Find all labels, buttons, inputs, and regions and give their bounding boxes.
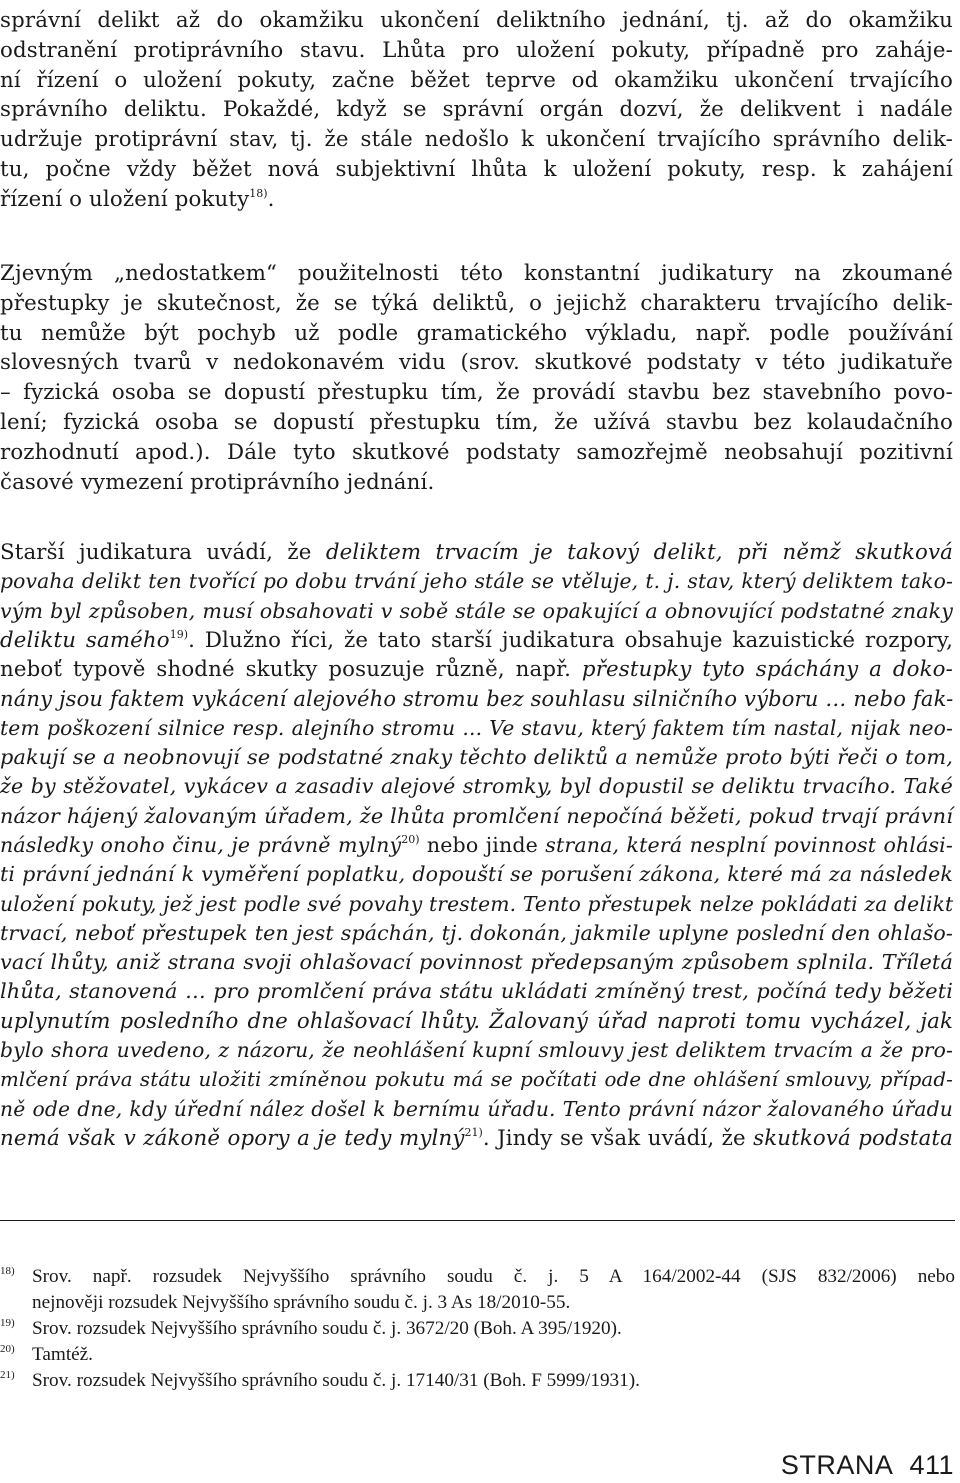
text-line: časové vymezení protiprávního jednání. — [0, 469, 435, 495]
text-line: slovesných tvarů v nedokonavém vidu (srov. skutkové podstaty v této judikatuře — [0, 350, 953, 376]
footnote-18-cont — [0, 1290, 955, 1316]
text-line: vací lhůty, aniž strana svoji ohlašovací povinnost předepsaným způsobem splnila. Tříletá — [0, 950, 953, 975]
text-line: neboť typově shodné skutky posuzuje různě, např. přestupky tyto spáchány a doko- — [0, 657, 953, 683]
text-line: povaha delikt ten tvořící po dobu trvání jeho stále se vtěluje, t. j. stav, který deliktem tako- — [0, 569, 953, 594]
footnote-number: 20) — [0, 1343, 15, 1355]
footnote-divider — [0, 1220, 955, 1221]
text-line: následky onoho činu, je právně mylný$^{20)}$ nebo jinde strana, která nesplní povinnost ohlási- — [0, 832, 953, 857]
text-line: udržuje protiprávní stav, tj. že stále nedošlo k ukončení trvajícího správního delik- — [0, 127, 953, 153]
text-line: správního deliktu. Pokaždé, když se správní orgán dozví, že delikvent i nadále — [0, 97, 953, 123]
text-line: tem poškození silnice resp. alejního stromu ... Ve stavu, který faktem tím nastal, nijak neo- — [0, 715, 953, 740]
footnote-text: Tamtéž. — [32, 1344, 93, 1365]
text-line: nemá však v zákoně opory a je tedy mylný$^{21)}$. Jindy se však uvádí, že skutková podstata — [0, 1125, 953, 1151]
footnote-18 — [0, 1264, 955, 1290]
text-line: lhůta, stanovená … pro promlčení práva státu ukládati zmíněný trest, počíná tedy běžeti — [0, 979, 953, 1004]
footnote-21 — [0, 1368, 955, 1394]
text-line: tu nemůže být pochyb už podle gramatického výkladu, např. podle používání — [0, 320, 953, 346]
text-line: bylo shora uvedeno, z názoru, že neohlášení kupní smlouvy jest deliktem trvacím a že pro- — [0, 1038, 953, 1063]
text-line: Starší judikatura uvádí, že deliktem trvacím je takový delikt, při němž skutková — [0, 540, 953, 565]
page-footer — [781, 1450, 954, 1481]
text-line: ní řízení o uložení pokuty, začne běžet teprve od okamžiku ukončení trvajícího — [0, 67, 953, 93]
footnote-ref: 18) — [249, 186, 268, 200]
footnote-text: nejnověji rozsudek Nejvyššího správního soudu č. j. 3 As 18/2010-55. — [32, 1292, 571, 1313]
footer-label: STRANA — [780, 1450, 894, 1480]
footnote-text: Srov. rozsudek Nejvyššího správního soudu č. j. 3672/20 (Boh. A 395/1920). — [32, 1318, 622, 1339]
text-line: trvací, neboť přestupek ten jest spáchán, tj. dokonán, jakmile uplyne poslední den ohlašo- — [0, 920, 953, 945]
footnote-number: 19) — [0, 1317, 15, 1329]
footnote-number: 21) — [0, 1369, 15, 1381]
text-line: názor hájený žalovaným úřadem, že lhůta promlčení nepočíná běžeti, pokud trvají právní — [0, 803, 953, 828]
text-line: uplynutím posledního dne ohlašovací lhůty. Žalovaný úřad naproti tomu vycházel, jak — [0, 1008, 953, 1034]
text-line: odstranění protiprávního stavu. Lhůta pro uložení pokuty, případně pro zaháje- — [0, 37, 953, 63]
text-line: že by stěžovatel, vykácev a zasadiv alejové stromky, byl dopustil se deliktu trvacího. Také — [0, 774, 953, 799]
footnote-ref: 20) — [401, 832, 420, 846]
text-line: přestupky je skutečnost, že se týká deliktů, o jejichž charakteru trvajícího delik- — [0, 290, 953, 316]
text-line: deliktu samého$^{19)}$. Dlužno říci, že tato starší judikatura obsahuje kazuistické rozpory, — [0, 627, 953, 653]
text-line: vým byl způsoben, musí obsahovati v sobě stále se opakující a obnovující podstatné znaky — [0, 598, 953, 623]
text-line: tu, počne vždy běžet nová subjektivní lhůta k uložení pokuty, resp. k zahájení — [0, 156, 953, 182]
footnote-20 — [0, 1342, 955, 1368]
page-number: 411 — [909, 1450, 954, 1480]
footnote-ref: 21) — [464, 1125, 483, 1139]
text-line: lení; fyzická osoba se dopustí přestupku tím, že užívá stavbu bez kolaudačního — [0, 409, 953, 435]
footnote-text: Srov. rozsudek Nejvyššího správního soudu č. j. 17140/31 (Boh. F 5999/1931). — [32, 1370, 640, 1391]
text-line: uložení pokuty, jež jest podle své povahy trestem. Tento přestupek nelze pokládati za delikt — [0, 891, 954, 916]
text-line: ti právní jednání k vyměření poplatku, dopouští se porušení zákona, které má za následek — [0, 862, 953, 887]
footnote-text: Srov. např. rozsudek Nejvyššího správního soudu č. j. 5 A 164/2002-44 (SJS 832/2006) nebo — [32, 1266, 955, 1287]
paragraph-1 — [0, 6, 953, 215]
footnote-number: 18) — [0, 1265, 15, 1277]
paragraph-2 — [0, 259, 953, 497]
text-line: ně ode dne, kdy úřední nález došel k bernímu úřadu. Tento právní názor žalovaného úřadu — [0, 1096, 953, 1121]
text-line: nány jsou faktem vykácení alejového stromu bez souhlasu silničního výboru … nebo fak- — [0, 686, 954, 712]
text-line: správní delikt až do okamžiku ukončení deliktního jednání, tj. až do okamžiku — [0, 8, 953, 33]
footnote-ref: 19) — [169, 627, 189, 641]
text-line: řízení o uložení pokuty$^{18)}$. — [0, 186, 275, 212]
text-line: Zjevným „nedostatkem“ použitelnosti této konstantní judikatury na zkoumané — [0, 261, 953, 286]
text-line: pakují se a neobnovují se podstatné znaky těchto deliktů a nemůže proto býti řeči o tom, — [0, 745, 953, 770]
text-line: mlčení práva státu uložiti zmíněnou pokutu má se počítati ode dne ohlášení smlouvy, případ- — [0, 1068, 953, 1092]
text-line: rozhodnutí apod.). Dále tyto skutkové podstaty samozřejmě neobsahují pozitivní — [0, 439, 953, 465]
footnotes — [0, 1264, 955, 1394]
text-line: – fyzická osoba se dopustí přestupku tím, že provádí stavbu bez stavebního povo- — [0, 380, 953, 406]
footnote-19 — [0, 1316, 955, 1342]
paragraph-3 — [0, 538, 953, 1153]
